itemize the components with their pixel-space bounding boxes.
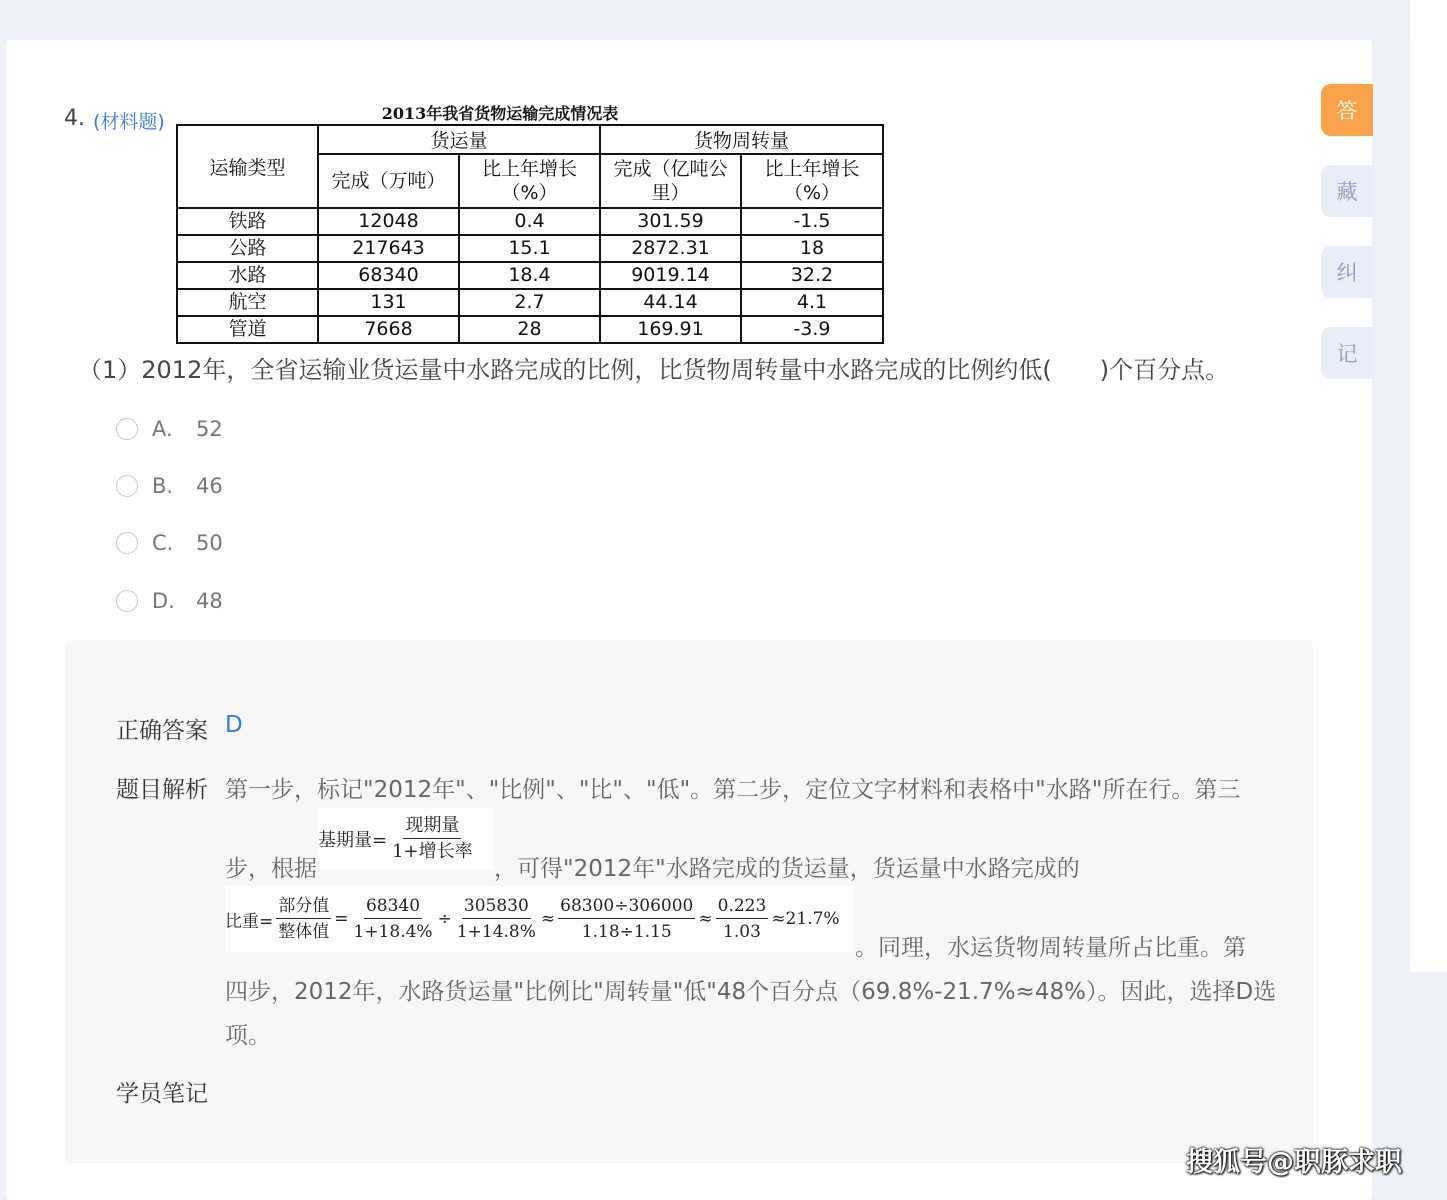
question-type-tag: (材料题): [93, 111, 165, 133]
radio-icon[interactable]: [116, 475, 138, 497]
right-panel: [1410, 0, 1447, 972]
table-cell: -3.9: [741, 316, 883, 343]
option-letter: A.: [152, 417, 173, 441]
table-row: [177, 316, 883, 343]
table-cell: -1.5: [741, 208, 883, 235]
table-cell: 水路: [177, 262, 318, 289]
formula-text: ≈: [698, 909, 713, 929]
table-cell: 18: [741, 235, 883, 262]
table-title: 2013年我省货物运输完成情况表: [381, 104, 619, 123]
option-letter: B.: [152, 474, 174, 498]
table-cell: 28: [459, 316, 600, 343]
option-letter: D.: [152, 589, 175, 613]
table-cell: 2.7: [459, 289, 600, 316]
formula-fraction: [390, 814, 475, 865]
table-cell: 18.4: [459, 262, 600, 289]
formula-text: ≈: [540, 909, 556, 929]
option-letter: C.: [152, 531, 174, 555]
formula-base-period: [318, 808, 494, 870]
correct-answer-value: D: [225, 712, 243, 738]
table-row: [177, 262, 883, 289]
formula-numerator: 68300÷306000: [558, 894, 695, 919]
option-d[interactable]: [116, 587, 223, 615]
table-row: [177, 208, 883, 235]
table-cell: 44.14: [600, 289, 741, 316]
formula-fraction: [455, 894, 538, 945]
subheader-volume-growth: 比上年增长（%）: [459, 154, 600, 208]
analysis-label: 题目解析: [116, 777, 208, 803]
formula-denominator: 1+14.8%: [456, 921, 536, 942]
header-transport-type: 运输类型: [177, 125, 318, 208]
table-cell: 管道: [177, 316, 318, 343]
question-stem: （1）2012年，全省运输业货运量中水路完成的比例，比货物周转量中水路完成的比例约低( )个百分点。: [78, 356, 1230, 384]
analysis-line: ，可得"2012年"水路完成的货运量，货运量中水路完成的: [494, 856, 1080, 882]
formula-text: ÷: [437, 909, 452, 929]
table-cell: 12048: [318, 208, 459, 235]
table-cell: 7668: [318, 316, 459, 343]
table-cell: 0.4: [459, 208, 600, 235]
formula-text: =: [334, 909, 349, 929]
option-c[interactable]: [116, 529, 223, 557]
formula-proportion: [225, 886, 853, 952]
formula-fraction: [276, 894, 331, 945]
analysis-line: 四步，2012年，水路货运量"比例比"周转量"低"48个百分点（69.8%-21.7%≈48%）。因此，选择D选: [225, 979, 1277, 1005]
formula-text: ≈21.7%: [771, 909, 840, 929]
formula-denominator: 1.03: [723, 921, 761, 942]
formula-fraction: [716, 894, 769, 945]
formula-fraction: [558, 894, 695, 945]
radio-icon[interactable]: [116, 418, 138, 440]
note-button[interactable]: 记: [1321, 327, 1373, 379]
analysis-line: 第一步，标记"2012年"、"比例"、"比"、"低"。第二步，定位文字材料和表格中"水路"所在行。第三: [225, 777, 1241, 803]
analysis-line: 。同理，水运货物周转量所占比重。第: [855, 935, 1246, 961]
option-value: 52: [196, 417, 223, 441]
material-table: [176, 100, 888, 344]
radio-icon[interactable]: [116, 590, 138, 612]
formula-numerator: 68340: [364, 894, 422, 919]
table-cell: 9019.14: [600, 262, 741, 289]
formula-numerator: 0.223: [716, 894, 769, 919]
analysis-line: 项。: [225, 1023, 271, 1049]
subheader-turnover-growth: 比上年增长（%）: [741, 154, 883, 208]
formula-numerator: 部分值: [276, 894, 331, 919]
table-cell: 公路: [177, 235, 318, 262]
favorite-button[interactable]: 藏: [1321, 165, 1373, 217]
formula-denominator: 整体值: [278, 921, 330, 942]
option-value: 48: [196, 589, 223, 613]
header-freight-volume: 货运量: [318, 125, 600, 154]
correct-answer-label: 正确答案: [116, 718, 208, 744]
table-cell: 301.59: [600, 208, 741, 235]
table-cell: 航空: [177, 289, 318, 316]
formula-numerator: 现期量: [403, 814, 461, 839]
subheader-turnover-done: 完成（亿吨公里）: [600, 154, 741, 208]
question-number: 4.: [64, 106, 85, 131]
formula-denominator: 1.18÷1.15: [581, 921, 672, 942]
report-error-button[interactable]: 纠: [1321, 246, 1373, 298]
answer-sheet-button[interactable]: 答: [1321, 84, 1373, 136]
option-b[interactable]: [116, 472, 223, 500]
table-cell: 2872.31: [600, 235, 741, 262]
radio-icon[interactable]: [116, 532, 138, 554]
formula-denominator: 1+增长率: [392, 840, 473, 862]
option-value: 46: [196, 474, 223, 498]
formula-fraction: [352, 894, 435, 945]
page-background-top: [0, 0, 1447, 40]
table-cell: 217643: [318, 235, 459, 262]
table-row: [177, 235, 883, 262]
formula-text: 比重=: [225, 911, 274, 932]
watermark: 搜狐号@职豚求职: [1186, 1147, 1402, 1178]
table-cell: 32.2: [741, 262, 883, 289]
formula-text: 基期量=: [318, 830, 388, 851]
formula-denominator: 1+18.4%: [353, 921, 433, 942]
table-cell: 15.1: [459, 235, 600, 262]
subheader-volume-done: 完成（万吨）: [318, 154, 459, 208]
option-value: 50: [196, 531, 223, 555]
table-cell: 铁路: [177, 208, 318, 235]
table-cell: 169.91: [600, 316, 741, 343]
analysis-line: 步，根据: [225, 856, 317, 882]
header-freight-turnover: 货物周转量: [600, 125, 883, 154]
table-cell: 131: [318, 289, 459, 316]
student-notes-label: 学员笔记: [116, 1081, 208, 1107]
formula-numerator: 305830: [462, 894, 531, 919]
table-cell: 68340: [318, 262, 459, 289]
table-cell: 4.1: [741, 289, 883, 316]
table-row: [177, 289, 883, 316]
option-a[interactable]: [116, 415, 223, 443]
